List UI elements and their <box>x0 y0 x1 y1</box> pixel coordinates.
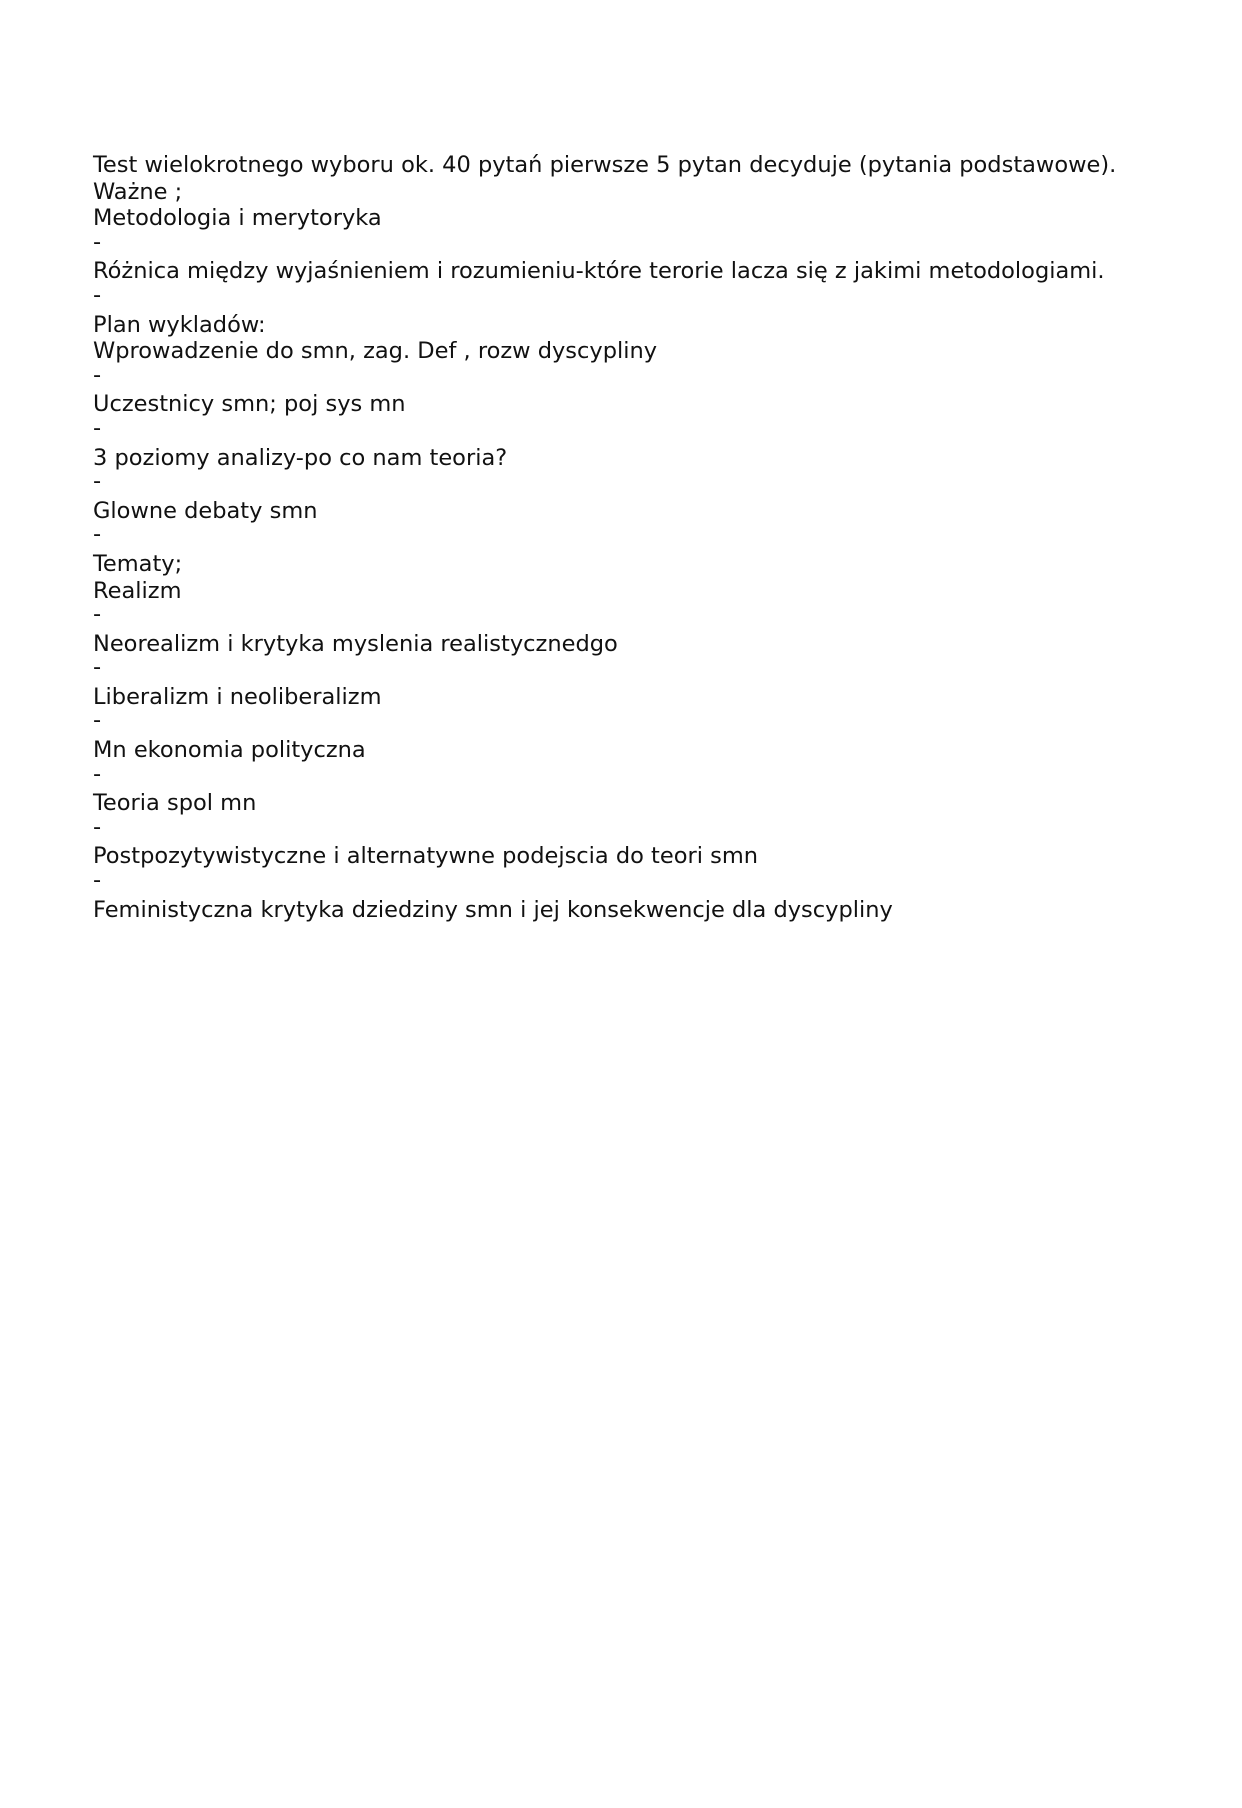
tematy-item: Neorealizm i krytyka myslenia realistycznedgo <box>93 630 618 657</box>
tematy-item: Liberalizm i neoliberalizm <box>93 683 382 710</box>
dash-separator: - <box>93 471 102 495</box>
dash-separator: - <box>93 763 102 787</box>
tematy-item: Postpozytywistyczne i alternatywne podejscia do teori smn <box>93 843 759 870</box>
dash-separator: - <box>93 284 102 308</box>
intro-paragraph: Test wielokrotnego wyboru ok. 40 pytań pierwsze 5 pytan decyduje (pytania podstawowe). <box>93 152 1117 178</box>
document-body <box>93 152 1153 923</box>
plan-item: Uczestnicy smn; poj sys mn <box>93 391 406 418</box>
dash-separator: - <box>93 870 102 894</box>
dash-separator: - <box>93 816 102 840</box>
plan-item: Glowne debaty smn <box>93 497 318 524</box>
dash-separator: - <box>93 417 102 441</box>
plan-item: Wprowadzenie do smn, zag. Def , rozw dyscypliny <box>93 338 658 365</box>
tematy-item: Realizm <box>93 577 182 604</box>
dash-separator: - <box>93 604 102 628</box>
tematy-heading: Tematy; <box>93 550 183 577</box>
wazne-heading: Ważne ; <box>93 178 183 205</box>
dash-separator: - <box>93 231 102 255</box>
plan-heading: Plan wykladów: <box>93 311 266 338</box>
dash-separator: - <box>93 657 102 681</box>
tematy-item: Feministyczna krytyka dziedziny smn i jej konsekwencje dla dyscypliny <box>93 896 893 923</box>
plan-item: 3 poziomy analizy-po co nam teoria? <box>93 444 508 471</box>
roznica-paragraph: Różnica między wyjaśnieniem i rozumieniu-które terorie lacza się z jakimi metodologiami. <box>93 258 1105 285</box>
dash-separator: - <box>93 710 102 734</box>
tematy-item: Teoria spol mn <box>93 790 257 817</box>
tematy-item: Mn ekonomia polityczna <box>93 737 366 764</box>
dash-separator: - <box>93 364 102 388</box>
dash-separator: - <box>93 524 102 548</box>
metodologia-line: Metodologia i merytoryka <box>93 205 382 232</box>
